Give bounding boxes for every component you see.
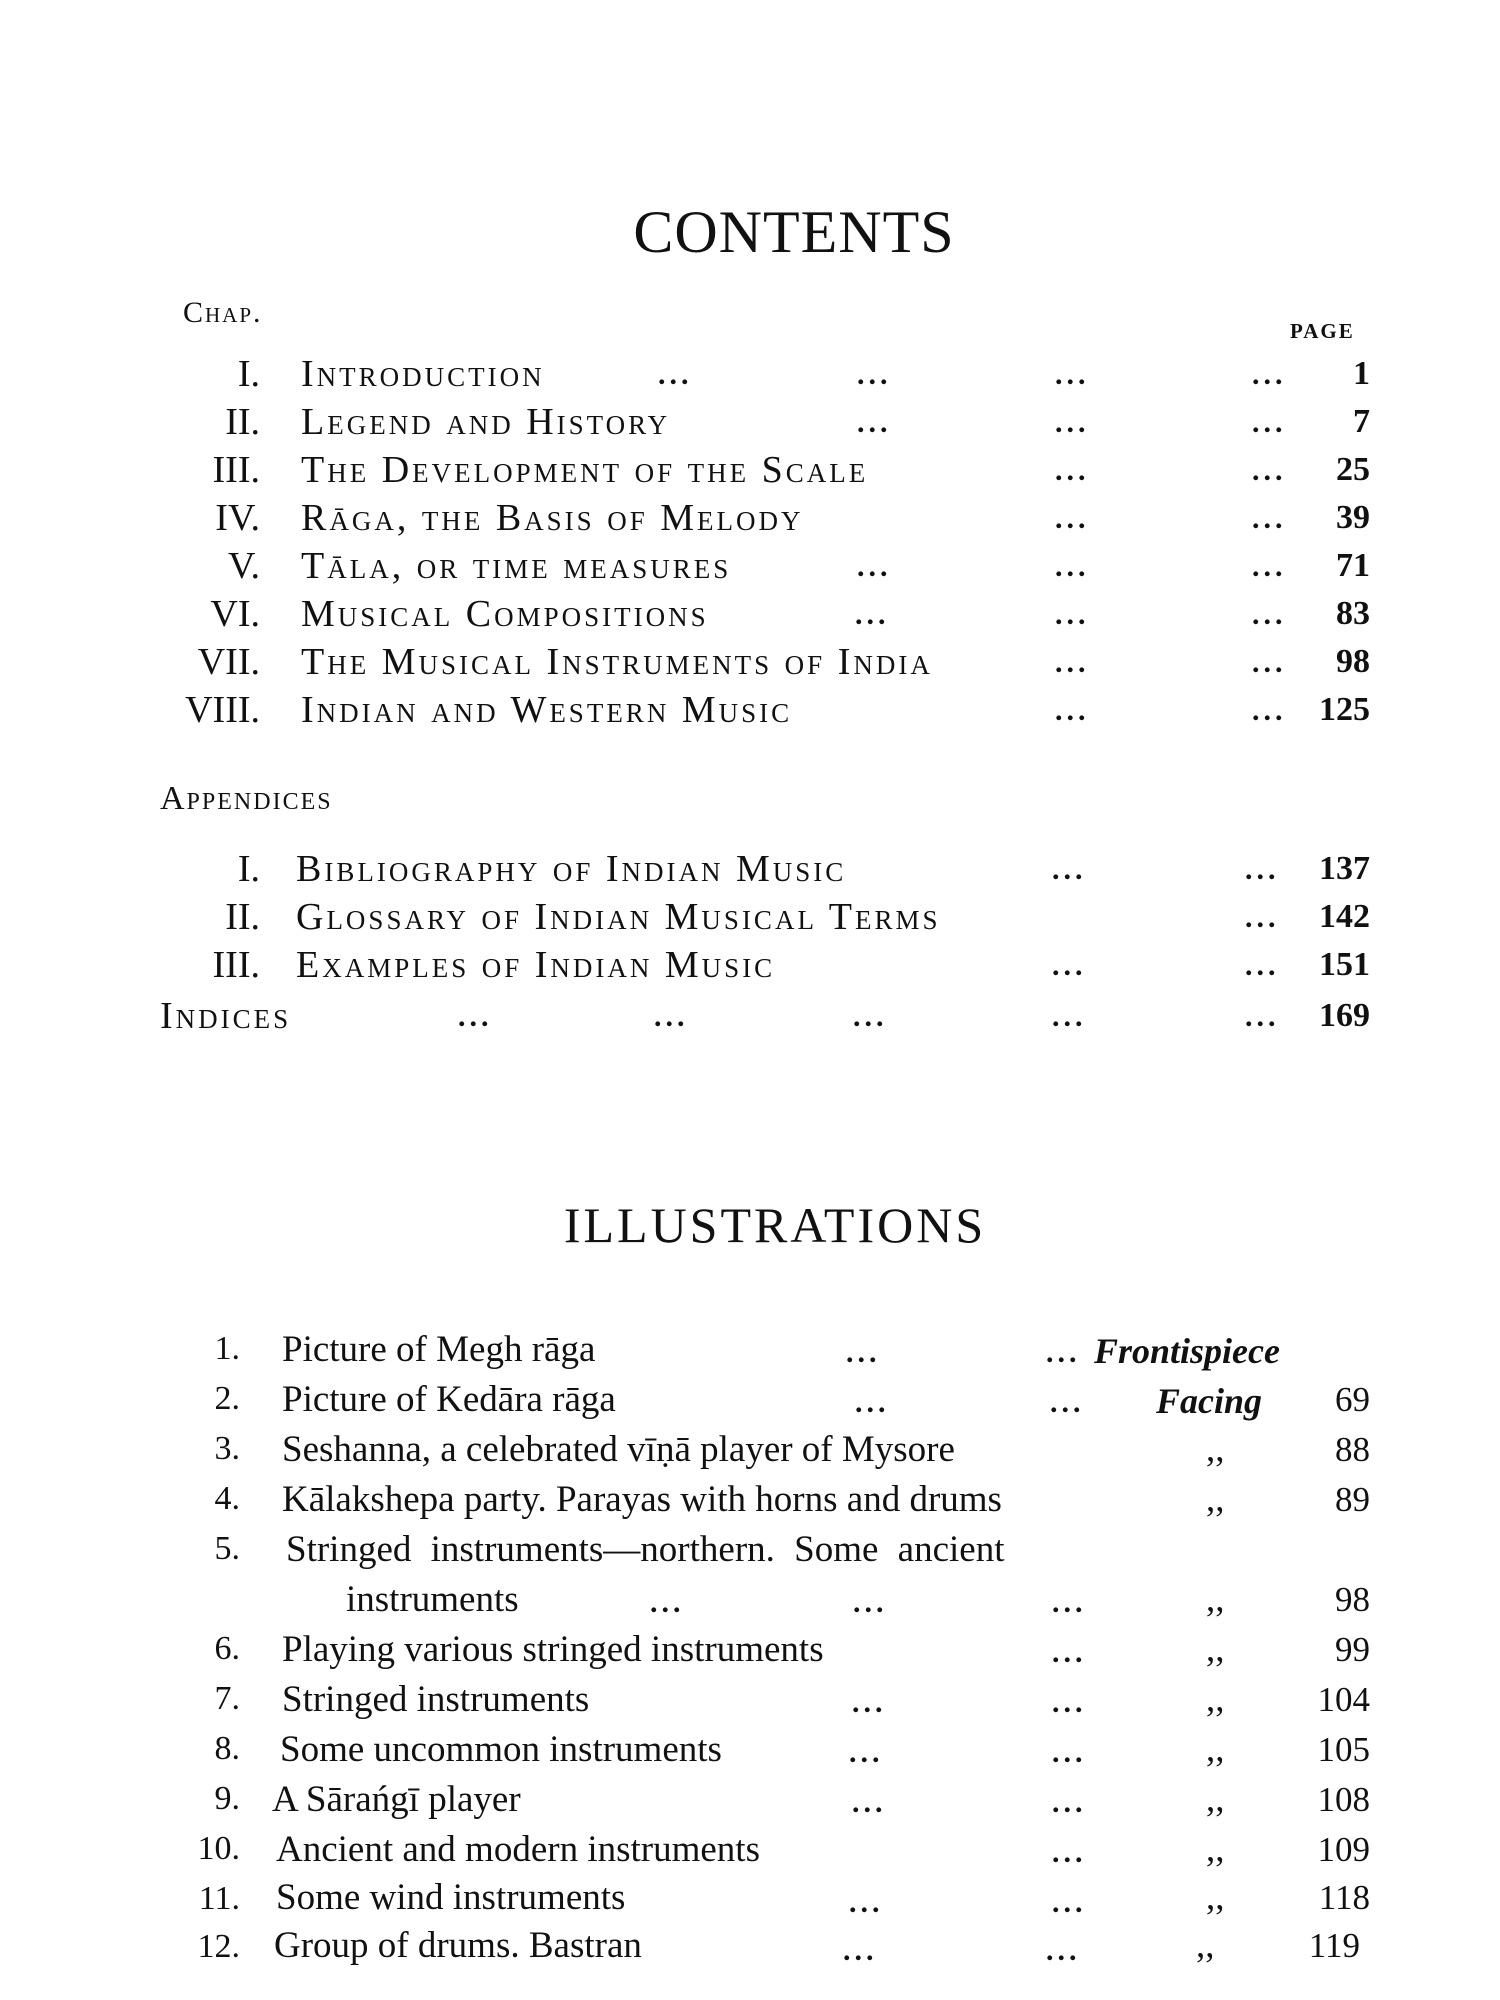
leader-dots: ...: [1252, 598, 1287, 631]
leader-dots: ...: [1052, 1586, 1087, 1619]
ditto-mark: ,,: [1206, 1829, 1225, 1870]
chapter-page: 25: [1336, 451, 1370, 488]
illustration-number: 6.: [214, 1630, 240, 1667]
leader-dots: ...: [1052, 1886, 1087, 1919]
chapter-page: 71: [1336, 547, 1370, 584]
chapter-page: 39: [1336, 499, 1370, 536]
facing-marker: Facing: [1156, 1381, 1263, 1421]
ditto-mark: ,,: [1206, 1429, 1225, 1470]
ditto-mark: ,,: [1206, 1729, 1225, 1770]
leader-dots: ...: [1252, 454, 1287, 487]
illustration-page: 98: [1335, 1580, 1370, 1619]
illustration-page: 119: [1308, 1926, 1360, 1965]
leader-dots: ...: [857, 358, 892, 391]
ditto-mark: ,,: [1206, 1779, 1225, 1820]
appendix-number: II.: [225, 896, 260, 938]
leader-dots: ...: [1052, 1686, 1087, 1719]
chapter-page: 7: [1353, 403, 1370, 440]
leader-dots: ...: [852, 1786, 887, 1819]
illustration-page: 109: [1317, 1830, 1370, 1869]
illustration-page: 118: [1318, 1878, 1370, 1917]
illustration-number: 5.: [214, 1530, 240, 1567]
leader-dots: ...: [650, 1586, 685, 1619]
appendix-number: III.: [212, 944, 260, 986]
leader-dots: ...: [1055, 502, 1090, 535]
chapter-title: The Development of the Scale: [301, 449, 869, 491]
chapter-title: Rāga, the Basis of Melody: [301, 497, 804, 539]
leader-dots: ...: [1245, 949, 1280, 982]
leader-dots: ...: [1252, 646, 1287, 679]
leader-dots: ...: [1245, 901, 1280, 934]
appendices-label: Appendices: [160, 780, 333, 817]
chapter-title: Introduction: [301, 353, 545, 395]
chapter-number: III.: [212, 449, 260, 491]
leader-dots: ...: [857, 406, 892, 439]
illustration-page: 99: [1335, 1630, 1370, 1669]
ditto-mark: ,,: [1206, 1877, 1225, 1918]
appendix-page: 142: [1319, 898, 1370, 935]
illustration-number: 10.: [197, 1830, 240, 1867]
illustration-title: Stringed instruments—northern. Some ancient: [286, 1529, 1005, 1570]
illustration-title: A Sārańgī player: [272, 1779, 521, 1820]
illustration-number: 2.: [214, 1380, 240, 1417]
leader-dots: ...: [1052, 949, 1087, 982]
illustration-number: 8.: [214, 1730, 240, 1767]
illustration-title: Kālakshepa party. Parayas with horns and drums: [282, 1479, 1002, 1520]
illustration-title: Stringed instruments: [282, 1679, 590, 1720]
leader-dots: ...: [1055, 454, 1090, 487]
ditto-mark: ,,: [1196, 1925, 1215, 1966]
illustration-number: 12.: [197, 1928, 240, 1965]
ditto-mark: ,,: [1206, 1579, 1225, 1620]
leader-dots: ...: [853, 1586, 888, 1619]
appendix-title: Bibliography of Indian Music: [296, 848, 847, 890]
illustration-number: 7.: [214, 1680, 240, 1717]
leader-dots: ...: [1055, 646, 1090, 679]
illustration-title: Ancient and modern instruments: [276, 1829, 760, 1870]
chapter-number: IV.: [215, 497, 260, 539]
leader-dots: ...: [1052, 1000, 1087, 1033]
leader-dots: ...: [846, 1336, 881, 1369]
chapter-number: V.: [227, 545, 260, 587]
indices-title: Indices: [160, 995, 292, 1037]
illustration-number: 11.: [198, 1880, 240, 1917]
appendix-page: 151: [1319, 946, 1370, 983]
leader-dots: ...: [1046, 1336, 1081, 1369]
illustration-title: Some wind instruments: [276, 1877, 626, 1918]
chapter-page: 125: [1319, 691, 1370, 728]
leader-dots: ...: [1245, 853, 1280, 886]
illustration-page: 104: [1317, 1680, 1370, 1719]
chapter-number: I.: [237, 353, 260, 395]
illustration-title: Group of drums. Bastran: [274, 1925, 642, 1966]
leader-dots: ...: [1050, 1386, 1085, 1419]
leader-dots: ...: [654, 1000, 689, 1033]
leader-dots: ...: [855, 598, 890, 631]
leader-dots: ...: [852, 1686, 887, 1719]
leader-dots: ...: [1055, 406, 1090, 439]
leader-dots: ...: [1052, 1786, 1087, 1819]
leader-dots: ...: [1252, 550, 1287, 583]
illustration-note: Frontispiece: [1094, 1331, 1280, 1371]
illustration-page: 88: [1335, 1430, 1370, 1469]
indices-page: 169: [1319, 997, 1370, 1034]
contents-title: CONTENTS: [633, 199, 955, 265]
illustration-title: Picture of Kedāra rāga: [282, 1379, 616, 1420]
illustration-number: 4.: [214, 1480, 240, 1517]
chapter-title: The Musical Instruments of India: [301, 641, 933, 683]
leader-dots: ...: [1252, 694, 1287, 727]
chapter-page: 83: [1336, 595, 1370, 632]
leader-dots: ...: [1055, 694, 1090, 727]
illustration-page: 69: [1335, 1380, 1370, 1419]
illustration-number: 3.: [214, 1430, 240, 1467]
leader-dots: ...: [1055, 358, 1090, 391]
ditto-mark: ,,: [1206, 1629, 1225, 1670]
leader-dots: ...: [853, 1000, 888, 1033]
chapter-page: 98: [1336, 643, 1370, 680]
chapter-title: Indian and Western Music: [301, 689, 793, 731]
chapter-number: II.: [225, 401, 260, 443]
chapter-title: Musical Compositions: [301, 593, 709, 635]
chap-label: Chap.: [183, 296, 263, 329]
leader-dots: ...: [857, 550, 892, 583]
appendix-page: 137: [1319, 850, 1370, 887]
leader-dots: ...: [843, 1934, 878, 1967]
illustration-page: 89: [1335, 1480, 1370, 1519]
chapter-number: VII.: [197, 641, 260, 683]
appendix-number: I.: [237, 848, 260, 890]
illustration-page: 108: [1317, 1780, 1370, 1819]
chapter-title: Tāla, or time measures: [301, 545, 732, 587]
leader-dots: ...: [855, 1386, 890, 1419]
ditto-mark: ,,: [1206, 1479, 1225, 1520]
illustration-title: Seshanna, a celebrated vīṇā player of Mysore: [282, 1429, 955, 1470]
chapter-page: 1: [1353, 355, 1370, 392]
leader-dots: ...: [1052, 1836, 1087, 1869]
leader-dots: ...: [458, 1000, 493, 1033]
appendix-title: Examples of Indian Music: [296, 944, 776, 986]
page-label: page: [1290, 312, 1355, 345]
leader-dots: ...: [1052, 1636, 1087, 1669]
illustration-title: Picture of Megh rāga: [282, 1329, 596, 1370]
chapter-title: Legend and History: [301, 401, 671, 443]
leader-dots: ...: [1252, 502, 1287, 535]
leader-dots: ...: [658, 358, 693, 391]
leader-dots: ...: [1252, 358, 1287, 391]
leader-dots: ...: [1052, 853, 1087, 886]
illustration-title-continued: instruments: [346, 1579, 519, 1620]
leader-dots: ...: [849, 1736, 884, 1769]
illustration-number: 1.: [214, 1330, 240, 1367]
illustration-page: 105: [1317, 1730, 1370, 1769]
illustration-number: 9.: [214, 1780, 240, 1817]
chapter-number: VI.: [210, 593, 260, 635]
leader-dots: ...: [849, 1886, 884, 1919]
ditto-mark: ,,: [1206, 1679, 1225, 1720]
leader-dots: ...: [1055, 598, 1090, 631]
illustrations-title: ILLUSTRATIONS: [563, 1197, 987, 1253]
leader-dots: ...: [1046, 1934, 1081, 1967]
leader-dots: ...: [1245, 1000, 1280, 1033]
illustration-title: Playing various stringed instruments: [282, 1629, 824, 1670]
appendix-title: Glossary of Indian Musical Terms: [296, 896, 941, 938]
illustration-title: Some uncommon instruments: [280, 1729, 722, 1770]
leader-dots: ...: [1052, 1736, 1087, 1769]
leader-dots: ...: [1055, 550, 1090, 583]
leader-dots: ...: [1252, 406, 1287, 439]
chapter-number: VIII.: [185, 689, 260, 731]
